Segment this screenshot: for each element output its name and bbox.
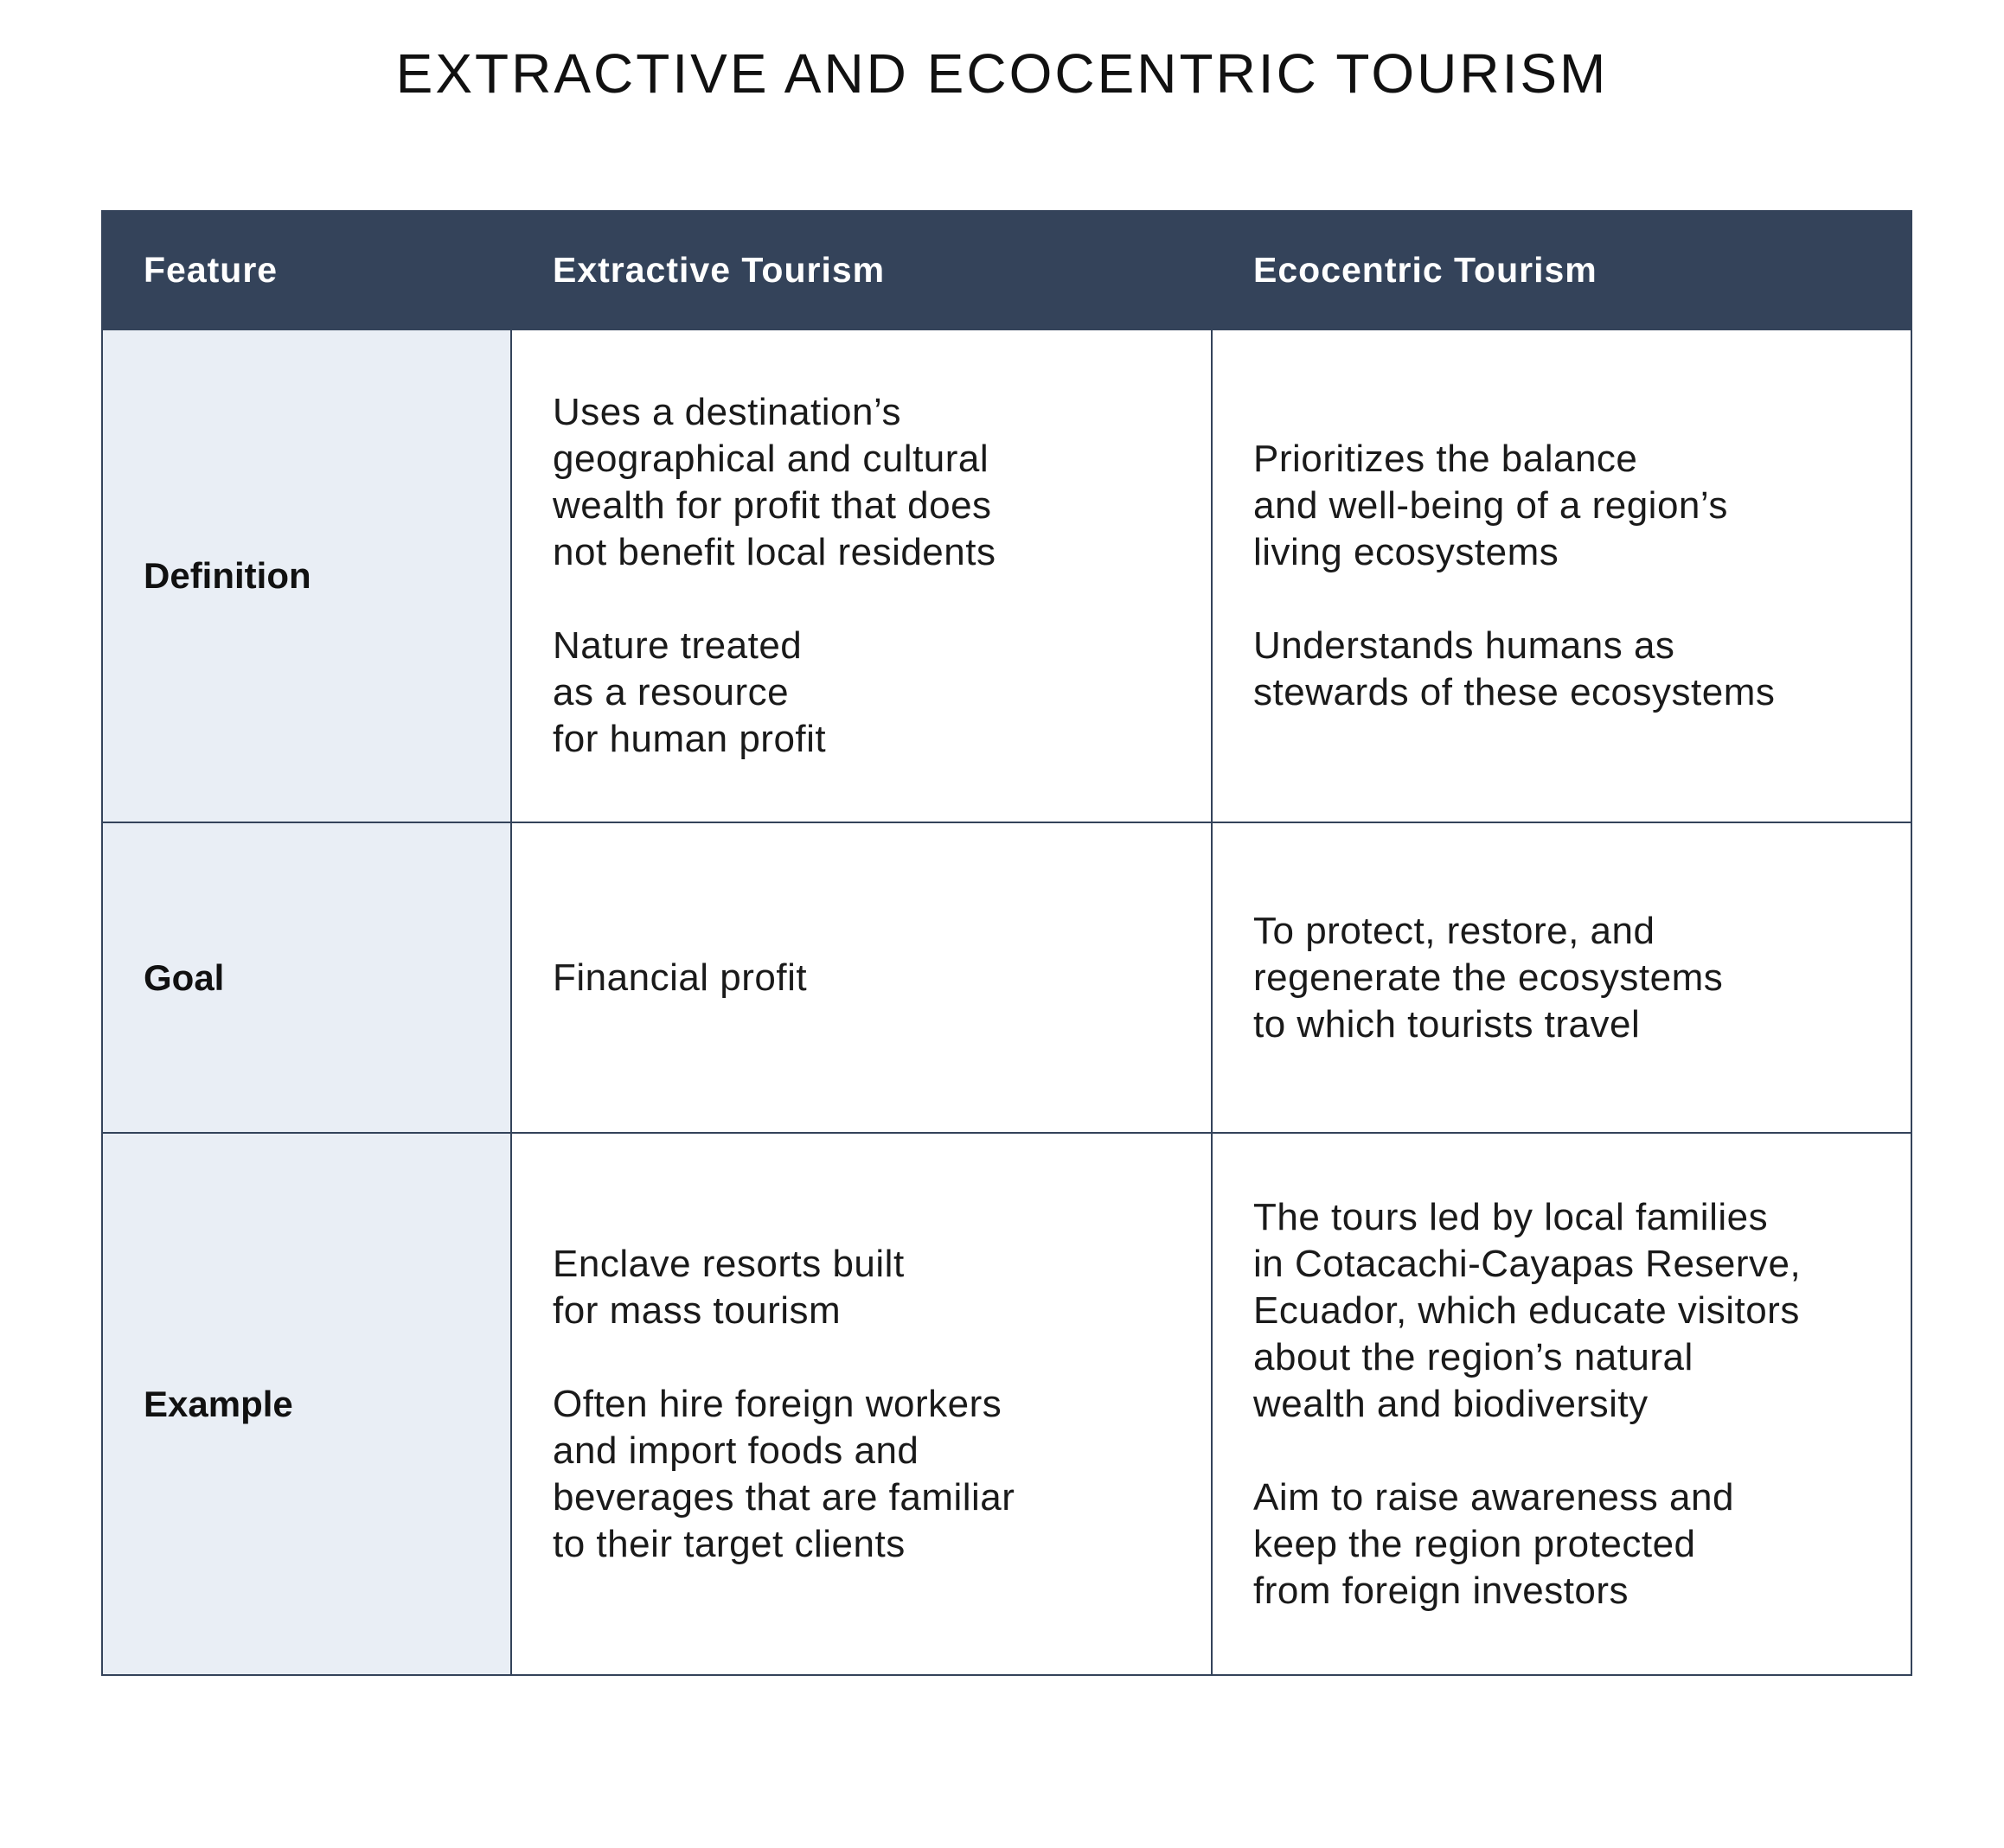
example-extractive-text-1: Enclave resorts built for mass tourism bbox=[553, 1242, 905, 1332]
example-ecocentric-text-2: Aim to raise awareness and keep the region protected from foreign investors bbox=[1253, 1475, 1734, 1612]
table-row-example bbox=[102, 1133, 1911, 1675]
comparison-table bbox=[101, 210, 1912, 1676]
header-row bbox=[102, 211, 1911, 329]
table-header bbox=[102, 211, 1911, 329]
row-label-goal: Goal bbox=[102, 822, 511, 1133]
definition-ecocentric-text-2: Understands humans as stewards of these ecosystems bbox=[1253, 624, 1776, 713]
page-title: EXTRACTIVE AND ECOCENTRIC TOURISM bbox=[395, 42, 1609, 105]
row-label-definition: Definition bbox=[102, 329, 511, 822]
definition-extractive-text-1: Uses a destination’s geographical and cultural wealth for profit that does not benefit local residents bbox=[553, 391, 996, 573]
definition-extractive-text-2: Nature treated as a resource for human profit bbox=[553, 624, 827, 760]
goal-ecocentric-text: To protect, restore, and regenerate the ecosystems to which tourists travel bbox=[1253, 909, 1724, 1045]
table-body bbox=[102, 329, 1911, 1675]
example-extractive-text-2: Often hire foreign workers and import foods and beverages that are familiar to their target clients bbox=[553, 1382, 1015, 1565]
goal-extractive-text: Financial profit bbox=[553, 956, 808, 999]
example-extractive-cell bbox=[511, 1133, 1212, 1675]
definition-extractive-cell bbox=[511, 329, 1212, 822]
header-feature: Feature bbox=[102, 211, 511, 329]
header-ecocentric-tourism: Ecocentric Tourism bbox=[1212, 211, 1911, 329]
header-extractive-tourism: Extractive Tourism bbox=[511, 211, 1212, 329]
table-row-definition bbox=[102, 329, 1911, 822]
example-ecocentric-cell bbox=[1212, 1133, 1911, 1675]
goal-ecocentric-cell bbox=[1212, 822, 1911, 1133]
table-row-goal bbox=[102, 822, 1911, 1133]
example-ecocentric-text-1: The tours led by local families in Cotacachi-Cayapas Reserve, Ecuador, which educate visitors about the region’s natural wealth and biodiversity bbox=[1253, 1195, 1802, 1425]
definition-ecocentric-cell bbox=[1212, 329, 1911, 822]
row-label-example: Example bbox=[102, 1133, 511, 1675]
goal-extractive-cell bbox=[511, 822, 1212, 1133]
definition-ecocentric-text-1: Prioritizes the balance and well-being of a region’s living ecosystems bbox=[1253, 438, 1728, 573]
